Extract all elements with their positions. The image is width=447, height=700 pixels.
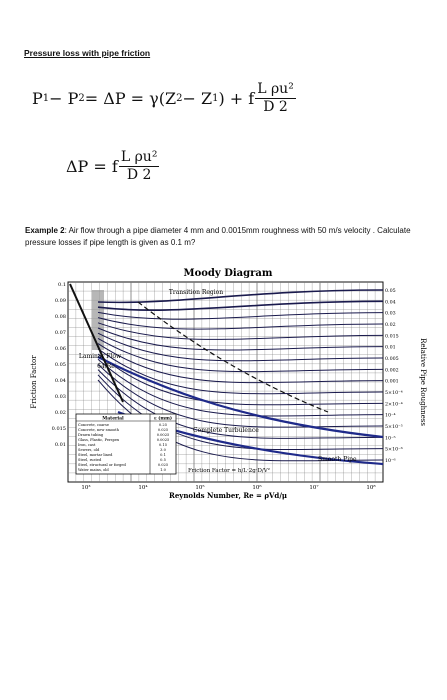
pressure-loss-equation-full: [32, 82, 296, 116]
x-tick: 10⁸: [366, 485, 376, 491]
roughness-tick: 0.001: [385, 379, 399, 385]
table-epsilon-cell: 0.1: [160, 453, 166, 457]
example-problem: [25, 225, 435, 249]
y-tick-labels: [52, 282, 66, 448]
table-material-cell: Concrete, coarse: [78, 423, 109, 427]
eq1-sub3: 2: [176, 93, 183, 105]
x-tick: 10⁴: [138, 485, 148, 491]
eq1-mid1: − P: [49, 89, 79, 109]
eq1-sub2: 2: [78, 93, 85, 105]
roughness-tick: 0.01: [385, 345, 396, 351]
pressure-loss-equation-simple: [66, 150, 159, 184]
roughness-tick: 0.015: [385, 334, 399, 340]
y-axis-label: Friction Factor: [30, 355, 38, 409]
x-tick: 10⁵: [195, 485, 205, 491]
table-material-cell: Concrete, new smooth: [78, 428, 119, 432]
page-heading: Pressure loss with pipe friction: [24, 48, 151, 58]
eq1-denominator: D 2: [263, 99, 288, 116]
table-material-cell: Water mains, old: [78, 468, 109, 472]
table-material-cell: Steel, mortar lined: [78, 453, 113, 457]
y-tick: 0.015: [51, 426, 66, 432]
eq2-lhs: ΔP = f: [66, 157, 118, 177]
roughness-tick: 2×10⁻⁴: [385, 402, 403, 408]
table-material-cell: Drawn tubing: [78, 433, 104, 437]
y-tick: 0.03: [54, 394, 66, 400]
moody-diagram: [28, 262, 428, 502]
table-material-cell: Steel, rusted: [78, 458, 102, 462]
y-tick: 0.1: [58, 282, 66, 288]
y-tick: 0.08: [54, 314, 66, 320]
eq1-lhs: P: [32, 89, 43, 109]
laminar-formula: 64/Re: [97, 363, 115, 370]
table-material-cell: Glass, Plastic, Perspex: [78, 438, 119, 442]
roughness-tick: 10⁻⁵: [385, 436, 396, 442]
roughness-tick: 0.04: [385, 300, 396, 306]
smooth-pipe-label: Smooth Pipe: [318, 456, 357, 463]
table-material-cell: Iron, cast: [78, 443, 96, 447]
table-epsilon-cell: 0.25: [158, 423, 168, 427]
y-tick: 0.01: [54, 442, 66, 448]
table-epsilon-cell: 0.15: [158, 443, 168, 447]
x-tick-labels: [81, 484, 376, 491]
eq1-numerator: L ρu²: [255, 82, 296, 99]
material-table: [76, 414, 176, 474]
table-material-cell: Steel, structural or forged: [78, 463, 126, 467]
x-tick: 10⁶: [252, 485, 262, 491]
y-tick: 0.05: [54, 362, 66, 368]
table-material-cell: Sewers, old: [78, 448, 100, 452]
y-tick: 0.06: [54, 346, 66, 352]
x-tick: 10⁷: [309, 485, 319, 491]
table-epsilon-cell: 0.5: [160, 458, 166, 462]
eq2-fraction: [119, 150, 160, 184]
table-header-material: Material: [102, 416, 124, 422]
y-tick: 0.02: [54, 410, 66, 416]
y-tick: 0.09: [54, 298, 66, 304]
roughness-tick: 10⁻⁴: [385, 413, 396, 419]
chart-title: Moody Diagram: [183, 268, 273, 279]
table-epsilon-cell: 1.0: [160, 468, 166, 472]
example-text: : Air flow through a pipe diameter 4 mm and 0.0015mm roughness with 50 m/s velocity . Calculate pressure losses if pipe length is given as 0.1 m?: [25, 226, 411, 247]
x-tick: 10³: [81, 485, 91, 491]
y-tick: 0.07: [54, 330, 66, 336]
eq1-sub4: 1: [212, 93, 219, 105]
transition-label: Transition Region: [168, 289, 224, 296]
right-axis-label: Relative Pipe Roughness: [419, 338, 427, 426]
eq2-denominator: D 2: [126, 167, 152, 184]
roughness-tick: 5×10⁻⁴: [385, 391, 403, 396]
roughness-tick: 0.03: [385, 311, 396, 317]
roughness-tick: 0.02: [385, 323, 396, 328]
roughness-tick: 5×10⁻⁵: [385, 425, 403, 430]
eq1-fraction: [255, 82, 296, 116]
eq1-mid2: = ΔP = γ(Z: [84, 89, 177, 109]
eq1-sub1: 1: [42, 93, 50, 105]
x-axis-label: Reynolds Number, Re = ρVd/μ: [169, 491, 287, 500]
roughness-tick: 5×10⁻⁶: [385, 447, 403, 453]
roughness-tick: 10⁻⁶: [385, 459, 396, 464]
roughness-tick: 0.002: [385, 368, 399, 374]
eq2-numerator: L ρu²: [119, 150, 160, 167]
friction-factor-note: Friction Factor = h/L·2g·D/V²: [188, 468, 270, 474]
y-tick: 0.04: [54, 378, 66, 384]
complete-turbulence-label: Complete Turbulence: [193, 427, 259, 434]
roughness-tick: 0.05: [385, 289, 396, 294]
table-epsilon-cell: 3.0: [160, 448, 166, 452]
table-epsilon-cell: 0.0025: [156, 438, 170, 442]
laminar-label: Laminar Flow: [78, 353, 122, 360]
table-header-epsilon: ε (mm): [153, 416, 173, 422]
table-epsilon-cell: 0.025: [157, 463, 169, 467]
roughness-tick: 0.005: [385, 357, 399, 362]
table-epsilon-cell: 0.0025: [156, 433, 170, 437]
eq1-mid4: ) + f: [218, 89, 255, 109]
example-label: Example 2: [25, 226, 65, 235]
table-epsilon-cell: 0.025: [157, 428, 169, 432]
eq1-mid3: − Z: [182, 89, 213, 109]
roughness-tick-labels: [385, 288, 403, 464]
